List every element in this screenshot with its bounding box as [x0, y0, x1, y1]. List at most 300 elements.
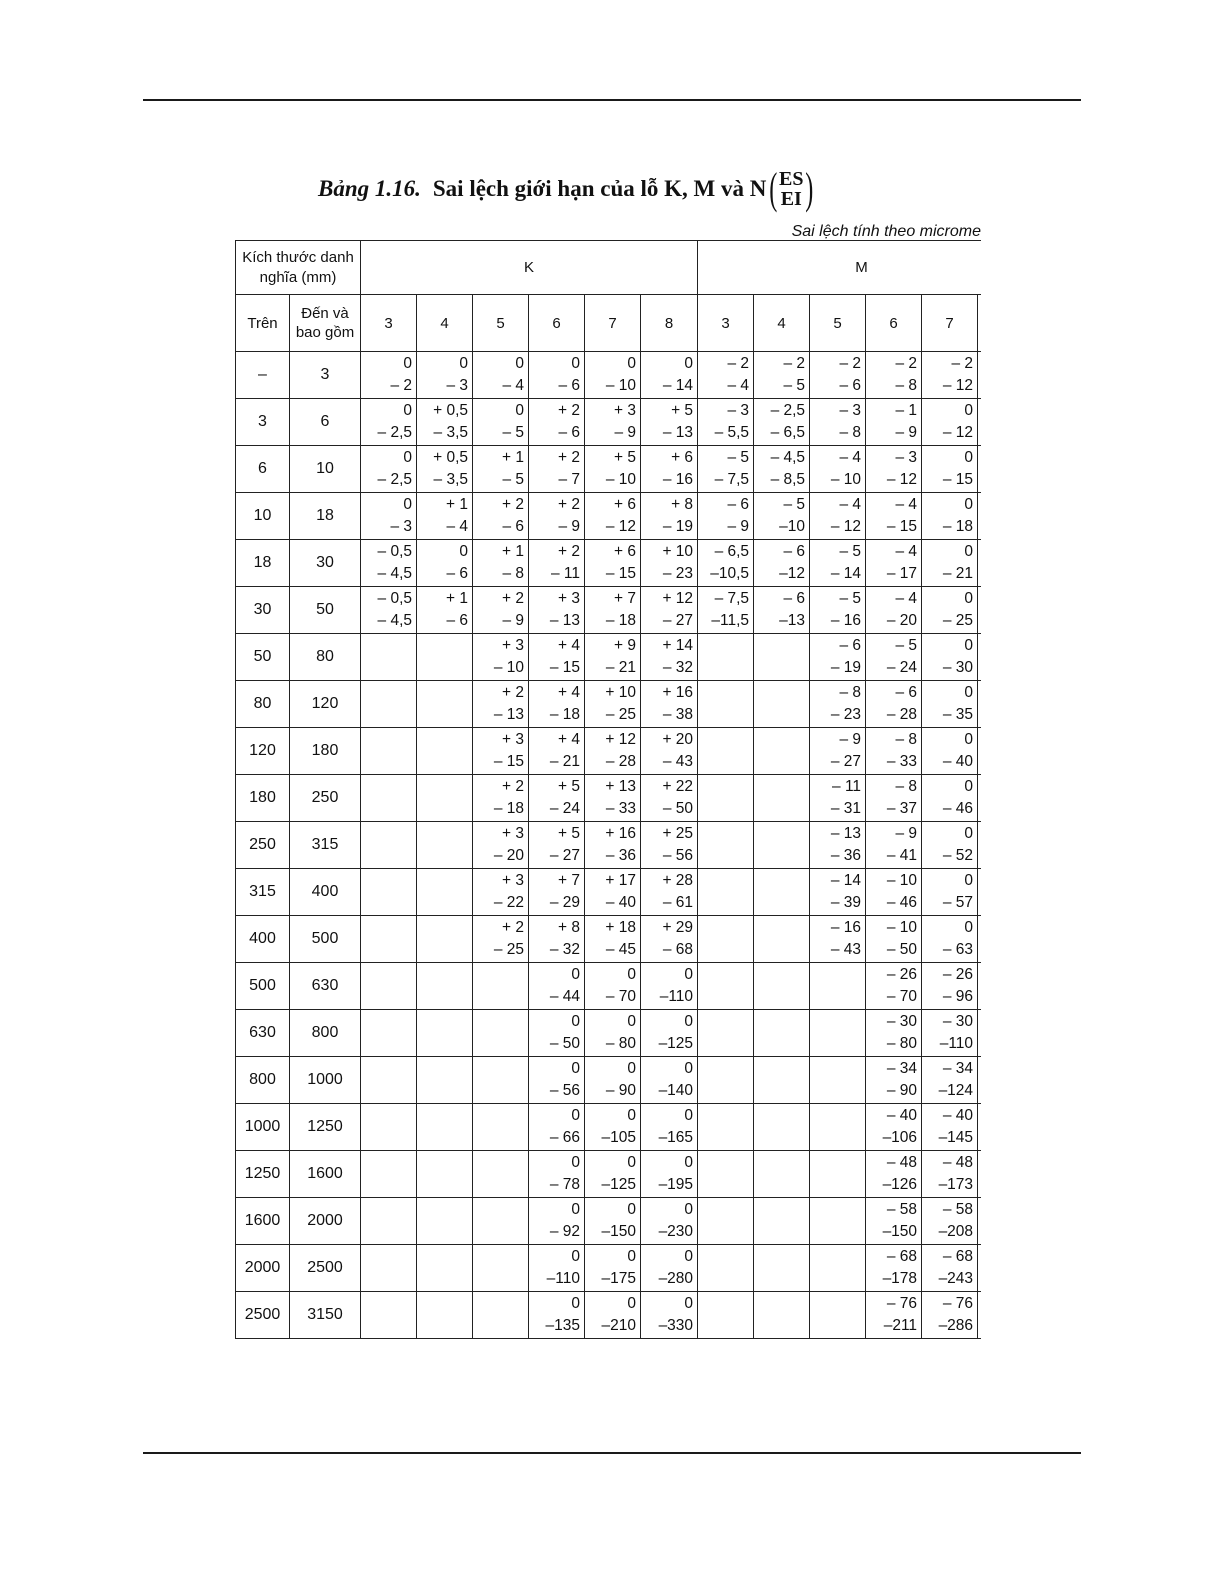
- upper-deviation: + 6: [614, 543, 636, 560]
- deviation-cell: [754, 1198, 810, 1245]
- deviation-pair: [585, 635, 640, 679]
- deviation-cell: [754, 963, 810, 1010]
- size-over-cell: 315: [236, 869, 290, 916]
- deviation-cell: [473, 1057, 529, 1104]
- deviation-cell: [529, 446, 585, 493]
- lower-deviation: – 18: [493, 800, 524, 817]
- deviation-pair: [641, 494, 697, 538]
- size-to-cell: 10: [290, 446, 361, 493]
- lower-deviation: –195: [658, 1176, 694, 1193]
- deviation-pair: [641, 776, 697, 820]
- deviation-cell: [585, 1057, 641, 1104]
- table-row: [236, 916, 982, 963]
- lower-deviation: – 6: [502, 518, 524, 535]
- deviation-pair: [810, 682, 865, 726]
- deviation-pair: [922, 1293, 977, 1337]
- deviation-cell: [922, 1292, 978, 1339]
- deviation-cell: [810, 681, 866, 728]
- cropped-column-header: [978, 295, 981, 352]
- upper-deviation: 0: [684, 1060, 694, 1077]
- deviation-cell: [698, 1292, 754, 1339]
- upper-deviation: 0: [684, 1248, 694, 1265]
- deviation-cell: [417, 775, 473, 822]
- cropped-column-cell: [978, 446, 981, 493]
- deviation-pair: [529, 1246, 584, 1290]
- m-grade-header: 5: [810, 295, 866, 352]
- deviation-cell: [754, 446, 810, 493]
- deviation-pair: [810, 400, 865, 444]
- upper-deviation: + 13: [605, 778, 636, 795]
- deviation-pair: [641, 1293, 697, 1337]
- deviation-cell: [473, 963, 529, 1010]
- deviation-cell: [698, 1057, 754, 1104]
- deviation-pair: [641, 1058, 697, 1102]
- deviation-pair: [641, 729, 697, 773]
- lower-deviation: –145: [938, 1129, 974, 1146]
- upper-deviation: + 4: [558, 684, 580, 701]
- deviation-pair: [585, 776, 640, 820]
- deviation-pair: [922, 776, 977, 820]
- deviation-cell: [529, 634, 585, 681]
- deviation-pair: [922, 588, 977, 632]
- lower-deviation: – 4: [446, 518, 468, 535]
- upper-deviation: – 7,5: [714, 590, 750, 607]
- upper-deviation: 0: [684, 966, 694, 983]
- up-to-header: Đến và bao gồm: [290, 295, 361, 352]
- deviation-pair: [641, 1199, 697, 1243]
- lower-deviation: – 56: [662, 847, 694, 864]
- size-over-cell: 50: [236, 634, 290, 681]
- deviation-pair: [698, 494, 753, 538]
- deviation-cell: [641, 352, 698, 399]
- deviation-pair: [698, 400, 753, 444]
- deviation-cell: [866, 587, 922, 634]
- deviation-pair: [529, 400, 584, 444]
- deviation-pair: [585, 729, 640, 773]
- upper-deviation: – 0,5: [377, 590, 412, 607]
- upper-deviation: + 14: [662, 637, 694, 654]
- lower-deviation: – 63: [942, 941, 974, 958]
- lower-deviation: – 50: [886, 941, 918, 958]
- deviation-cell: [810, 728, 866, 775]
- deviation-cell: [754, 399, 810, 446]
- deviation-pair: [641, 541, 697, 585]
- upper-deviation: + 10: [605, 684, 636, 701]
- lower-deviation: – 78: [549, 1176, 580, 1193]
- deviation-cell: [473, 540, 529, 587]
- cropped-column-cell: [978, 493, 981, 540]
- lower-deviation: – 15: [493, 753, 524, 770]
- table-row: [236, 446, 982, 493]
- deviation-cell: [866, 1151, 922, 1198]
- deviation-pair: [473, 447, 528, 491]
- upper-deviation: 0: [684, 1295, 694, 1312]
- lower-deviation: – 6: [446, 565, 468, 582]
- deviation-pair: [585, 1011, 640, 1055]
- deviation-pair: [473, 353, 528, 397]
- lower-deviation: – 15: [605, 565, 636, 582]
- deviation-cell: [417, 916, 473, 963]
- size-to-cell: 3: [290, 352, 361, 399]
- table-title: [318, 164, 938, 214]
- upper-deviation: – 40: [942, 1107, 974, 1124]
- deviation-cell: [866, 1057, 922, 1104]
- deviation-pair: [922, 1152, 977, 1196]
- deviation-cell: [754, 1292, 810, 1339]
- deviation-cell: [417, 1104, 473, 1151]
- upper-deviation: + 2: [502, 684, 524, 701]
- upper-deviation: + 3: [502, 731, 524, 748]
- deviation-cell: [361, 1104, 417, 1151]
- deviation-cell: [754, 587, 810, 634]
- deviation-cell: [754, 1104, 810, 1151]
- upper-deviation: 0: [627, 1013, 636, 1030]
- upper-deviation: – 26: [942, 966, 974, 983]
- deviation-cell: [641, 822, 698, 869]
- lower-deviation: – 16: [830, 612, 862, 629]
- deviation-cell: [866, 1292, 922, 1339]
- lower-deviation: – 61: [662, 894, 694, 911]
- upper-deviation: + 5: [558, 778, 580, 795]
- deviation-cell: [810, 587, 866, 634]
- deviation-pair: [866, 870, 921, 914]
- upper-deviation: – 3: [839, 402, 862, 419]
- lower-deviation: – 57: [942, 894, 974, 911]
- deviation-cell: [641, 869, 698, 916]
- table-row: [236, 587, 982, 634]
- upper-deviation: 0: [571, 1060, 580, 1077]
- upper-deviation: + 2: [558, 543, 580, 560]
- table-body: [236, 352, 982, 1339]
- upper-deviation: 0: [627, 1295, 636, 1312]
- table-number: Bảng 1.16.: [318, 176, 421, 201]
- deviation-pair: [810, 588, 865, 632]
- deviation-cell: [866, 634, 922, 681]
- lower-deviation: – 8,5: [770, 471, 806, 488]
- deviation-cell: [417, 1057, 473, 1104]
- deviation-cell: [361, 1057, 417, 1104]
- deviation-cell: [754, 1245, 810, 1292]
- upper-deviation: – 2: [783, 355, 806, 372]
- deviation-cell: [585, 540, 641, 587]
- left-paren: (: [769, 164, 778, 213]
- deviation-cell: [585, 399, 641, 446]
- cropped-column-cell: [978, 728, 981, 775]
- deviation-cell: [922, 446, 978, 493]
- upper-deviation: 0: [571, 355, 580, 372]
- cropped-column-cell: [978, 1292, 981, 1339]
- lower-deviation: –211: [883, 1317, 918, 1334]
- deviation-cell: [417, 352, 473, 399]
- deviation-cell: [641, 1010, 698, 1057]
- size-to-cell: 120: [290, 681, 361, 728]
- upper-deviation: – 5: [895, 637, 918, 654]
- lower-deviation: – 36: [830, 847, 862, 864]
- deviation-pair: [922, 729, 977, 773]
- upper-deviation: – 6: [783, 543, 806, 560]
- deviation-pair: [866, 682, 921, 726]
- deviation-cell: [922, 1198, 978, 1245]
- tolerance-table-wrapper: [235, 240, 981, 1342]
- lower-deviation: – 9: [614, 424, 636, 441]
- lower-deviation: – 5: [783, 377, 806, 394]
- upper-deviation: – 48: [886, 1154, 918, 1171]
- lower-deviation: – 27: [662, 612, 694, 629]
- deviation-cell: [641, 1292, 698, 1339]
- m-grade-header: 6: [866, 295, 922, 352]
- deviation-cell: [529, 1057, 585, 1104]
- lower-deviation: – 56: [549, 1082, 580, 1099]
- group-m-header: M: [698, 241, 981, 295]
- cropped-column-cell: [978, 916, 981, 963]
- upper-deviation: – 8: [895, 778, 918, 795]
- lower-deviation: – 3: [390, 518, 412, 535]
- upper-deviation: + 2: [502, 919, 524, 936]
- upper-deviation: – 5: [727, 449, 750, 466]
- deviation-cell: [361, 399, 417, 446]
- cropped-column-cell: [978, 540, 981, 587]
- deviation-cell: [810, 775, 866, 822]
- fraction-top: ES: [779, 168, 804, 190]
- upper-deviation: 0: [964, 637, 974, 654]
- deviation-pair: [361, 541, 416, 585]
- deviation-cell: [698, 775, 754, 822]
- lower-deviation: – 9: [502, 612, 524, 629]
- lower-deviation: – 6: [839, 377, 862, 394]
- deviation-cell: [473, 1245, 529, 1292]
- lower-deviation: – 15: [886, 518, 918, 535]
- upper-deviation: – 13: [830, 825, 862, 842]
- deviation-cell: [417, 634, 473, 681]
- m-grade-header: 3: [698, 295, 754, 352]
- deviation-cell: [529, 352, 585, 399]
- deviation-cell: [585, 446, 641, 493]
- size-over-cell: 1600: [236, 1198, 290, 1245]
- deviation-cell: [417, 399, 473, 446]
- size-to-cell: 630: [290, 963, 361, 1010]
- deviation-pair: [922, 541, 977, 585]
- upper-deviation: – 6: [727, 496, 750, 513]
- lower-deviation: – 20: [493, 847, 524, 864]
- deviation-cell: [866, 1010, 922, 1057]
- deviation-pair: [417, 447, 472, 491]
- upper-deviation: + 8: [671, 496, 694, 513]
- deviation-pair: [585, 1246, 640, 1290]
- deviation-pair: [529, 541, 584, 585]
- upper-deviation: 0: [964, 872, 974, 889]
- upper-deviation: 0: [627, 1107, 636, 1124]
- deviation-cell: [361, 1198, 417, 1245]
- deviation-cell: [585, 1245, 641, 1292]
- deviation-cell: [641, 1245, 698, 1292]
- lower-deviation: – 6,5: [770, 424, 806, 441]
- deviation-cell: [698, 1151, 754, 1198]
- deviation-pair: [866, 964, 921, 1008]
- deviation-pair: [361, 400, 416, 444]
- upper-deviation: – 3: [895, 449, 918, 466]
- upper-deviation: + 28: [662, 872, 694, 889]
- deviation-cell: [529, 1292, 585, 1339]
- upper-deviation: 0: [627, 1060, 636, 1077]
- deviation-pair: [361, 494, 416, 538]
- deviation-pair: [473, 682, 528, 726]
- deviation-cell: [361, 446, 417, 493]
- deviation-cell: [473, 587, 529, 634]
- lower-deviation: –110: [659, 988, 694, 1005]
- lower-deviation: – 17: [886, 565, 918, 582]
- lower-deviation: – 40: [942, 753, 974, 770]
- deviation-cell: [810, 822, 866, 869]
- lower-deviation: – 46: [942, 800, 974, 817]
- deviation-cell: [585, 352, 641, 399]
- deviation-cell: [922, 493, 978, 540]
- deviation-pair: [585, 588, 640, 632]
- deviation-cell: [529, 1010, 585, 1057]
- upper-deviation: + 7: [558, 872, 580, 889]
- deviation-pair: [810, 917, 865, 961]
- upper-deviation: 0: [964, 825, 974, 842]
- upper-deviation: + 20: [662, 731, 694, 748]
- table-row: [236, 869, 982, 916]
- deviation-pair: [866, 917, 921, 961]
- deviation-pair: [473, 400, 528, 444]
- lower-deviation: –105: [601, 1129, 636, 1146]
- deviation-pair: [810, 353, 865, 397]
- lower-deviation: – 15: [549, 659, 580, 676]
- deviation-pair: [922, 917, 977, 961]
- lower-deviation: – 16: [662, 471, 694, 488]
- deviation-pair: [866, 1011, 921, 1055]
- table-row: [236, 822, 982, 869]
- deviation-pair: [810, 729, 865, 773]
- unit-note: Sai lệch tính theo microme: [791, 223, 981, 240]
- deviation-cell: [866, 822, 922, 869]
- deviation-pair: [641, 870, 697, 914]
- deviation-cell: [922, 587, 978, 634]
- lower-deviation: – 38: [662, 706, 694, 723]
- lower-deviation: – 8: [502, 565, 524, 582]
- upper-deviation: + 2: [558, 402, 580, 419]
- lower-deviation: – 45: [605, 941, 636, 958]
- lower-deviation: – 90: [886, 1082, 918, 1099]
- deviation-cell: [866, 869, 922, 916]
- deviation-cell: [754, 1010, 810, 1057]
- cropped-column-cell: [978, 1151, 981, 1198]
- deviation-cell: [866, 540, 922, 587]
- deviation-pair: [585, 870, 640, 914]
- upper-deviation: – 2,5: [770, 402, 806, 419]
- upper-deviation: + 16: [662, 684, 694, 701]
- lower-deviation: – 43: [662, 753, 694, 770]
- lower-deviation: – 70: [886, 988, 918, 1005]
- deviation-pair: [641, 1152, 697, 1196]
- deviation-cell: [866, 728, 922, 775]
- lower-deviation: – 39: [830, 894, 862, 911]
- deviation-cell: [473, 1151, 529, 1198]
- deviation-pair: [529, 964, 584, 1008]
- upper-deviation: + 8: [558, 919, 580, 936]
- deviation-pair: [529, 823, 584, 867]
- upper-deviation: – 4: [895, 543, 918, 560]
- upper-deviation: 0: [964, 590, 974, 607]
- deviation-cell: [585, 728, 641, 775]
- deviation-cell: [641, 681, 698, 728]
- upper-deviation: 0: [571, 1154, 580, 1171]
- deviation-pair: [585, 353, 640, 397]
- deviation-pair: [641, 447, 697, 491]
- upper-deviation: 0: [684, 1013, 694, 1030]
- deviation-pair: [585, 1058, 640, 1102]
- size-over-cell: 6: [236, 446, 290, 493]
- upper-deviation: 0: [459, 355, 468, 372]
- upper-deviation: 0: [403, 402, 412, 419]
- lower-deviation: –106: [882, 1129, 918, 1146]
- upper-deviation: – 6: [895, 684, 918, 701]
- deviation-cell: [922, 1057, 978, 1104]
- deviation-pair: [810, 494, 865, 538]
- deviation-pair: [473, 776, 528, 820]
- lower-deviation: –110: [939, 1035, 974, 1052]
- deviation-cell: [361, 681, 417, 728]
- upper-deviation: + 3: [502, 872, 524, 889]
- deviation-cell: [922, 869, 978, 916]
- lower-deviation: – 23: [662, 565, 694, 582]
- deviation-cell: [866, 1104, 922, 1151]
- deviation-cell: [585, 1198, 641, 1245]
- deviation-pair: [922, 400, 977, 444]
- deviation-cell: [810, 1151, 866, 1198]
- deviation-pair: [641, 1105, 697, 1149]
- deviation-cell: [473, 1198, 529, 1245]
- deviation-cell: [922, 352, 978, 399]
- k-grade-header: 5: [473, 295, 529, 352]
- deviation-cell: [866, 963, 922, 1010]
- upper-deviation: + 12: [605, 731, 636, 748]
- deviation-cell: [698, 869, 754, 916]
- lower-deviation: – 12: [942, 377, 974, 394]
- lower-deviation: – 68: [662, 941, 694, 958]
- upper-deviation: – 5: [839, 590, 862, 607]
- upper-deviation: – 1: [895, 402, 918, 419]
- deviation-cell: [473, 822, 529, 869]
- deviation-pair: [529, 494, 584, 538]
- lower-deviation: – 3,5: [433, 424, 468, 441]
- deviation-cell: [866, 493, 922, 540]
- deviation-cell: [866, 1245, 922, 1292]
- lower-deviation: – 5,5: [714, 424, 750, 441]
- deviation-pair: [585, 1105, 640, 1149]
- deviation-cell: [698, 1104, 754, 1151]
- upper-deviation: + 18: [605, 919, 636, 936]
- lower-deviation: – 6: [558, 424, 580, 441]
- lower-deviation: – 7,5: [714, 471, 750, 488]
- upper-deviation: 0: [684, 1201, 694, 1218]
- size-to-cell: 3150: [290, 1292, 361, 1339]
- deviation-pair: [922, 1011, 977, 1055]
- deviation-pair: [529, 1058, 584, 1102]
- upper-deviation: 0: [964, 496, 974, 513]
- upper-deviation: – 5: [783, 496, 806, 513]
- deviation-cell: [585, 963, 641, 1010]
- deviation-cell: [473, 916, 529, 963]
- deviation-pair: [754, 588, 809, 632]
- upper-deviation: – 4: [895, 590, 918, 607]
- upper-deviation: + 29: [662, 919, 694, 936]
- upper-deviation: 0: [964, 778, 974, 795]
- lower-deviation: – 10: [493, 659, 524, 676]
- deviation-cell: [417, 446, 473, 493]
- upper-deviation: + 1: [446, 590, 468, 607]
